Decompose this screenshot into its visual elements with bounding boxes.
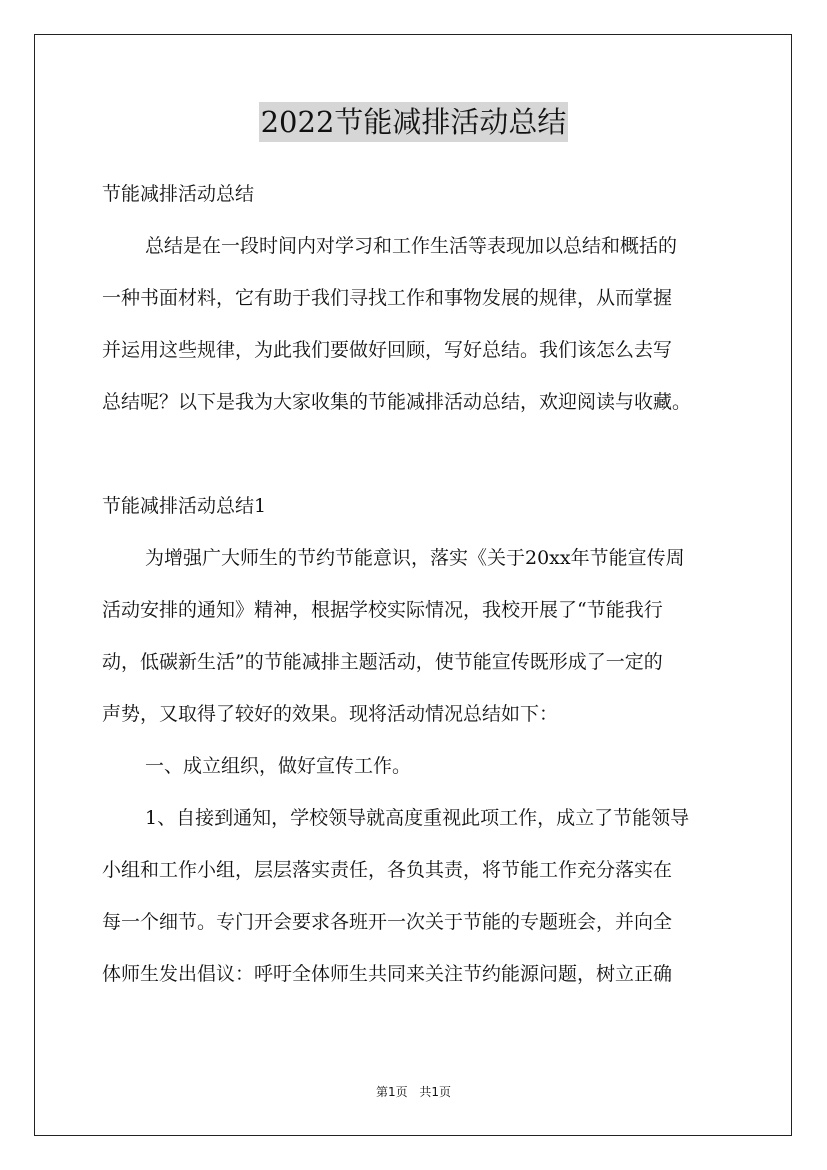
point-line: 小组和工作小组，层层落实责任，各负其责，将节能工作充分落实在 [102, 859, 673, 881]
section-line: 活动安排的通知》精神，根据学校实际情况，我校开展了“节能我行 [102, 599, 663, 621]
intro-line: 总结呢？以下是我为大家收集的节能减排活动总结，欢迎阅读与收藏。 [102, 391, 692, 413]
document-body [102, 174, 736, 1006]
page-number-current: 第1页 [375, 1085, 408, 1099]
section-heading: 节能减排活动总结1 [102, 495, 267, 517]
intro-line: 总结是在一段时间内对学习和工作生活等表现加以总结和概括的 [145, 235, 678, 257]
page-number-total: 共1页 [419, 1085, 452, 1099]
document-title: 2022节能减排活动总结 [259, 102, 569, 142]
point-line: 体师生发出倡议：呼吁全体师生共同来关注节约能源问题，树立正确 [102, 963, 673, 985]
intro-line: 一种书面材料，它有助于我们寻找工作和事物发展的规律，从而掌握 [102, 287, 673, 309]
part-heading: 一、成立组织，做好宣传工作。 [145, 755, 412, 777]
point-line: 每一个细节。专门开会要求各班开一次关于节能的专题班会，并向全 [102, 911, 673, 933]
section-line: 声势，又取得了较好的效果。现将活动情况总结如下： [102, 703, 559, 725]
subtitle: 节能减排活动总结 [102, 183, 255, 205]
intro-line: 并运用这些规律，为此我们要做好回顾，写好总结。我们该怎么去写 [102, 339, 673, 361]
section-line: 为增强广大师生的节约节能意识，落实《关于20xx年节能宣传周 [145, 547, 685, 569]
paragraph-gap [102, 434, 736, 486]
page-footer [0, 1083, 827, 1100]
section-line: 动，低碳新生活”的节能减排主题活动，使节能宣传既形成了一定的 [102, 651, 663, 673]
title-container [0, 102, 827, 142]
point-line: 1、自接到通知，学校领导就高度重视此项工作，成立了节能领导 [145, 807, 690, 829]
